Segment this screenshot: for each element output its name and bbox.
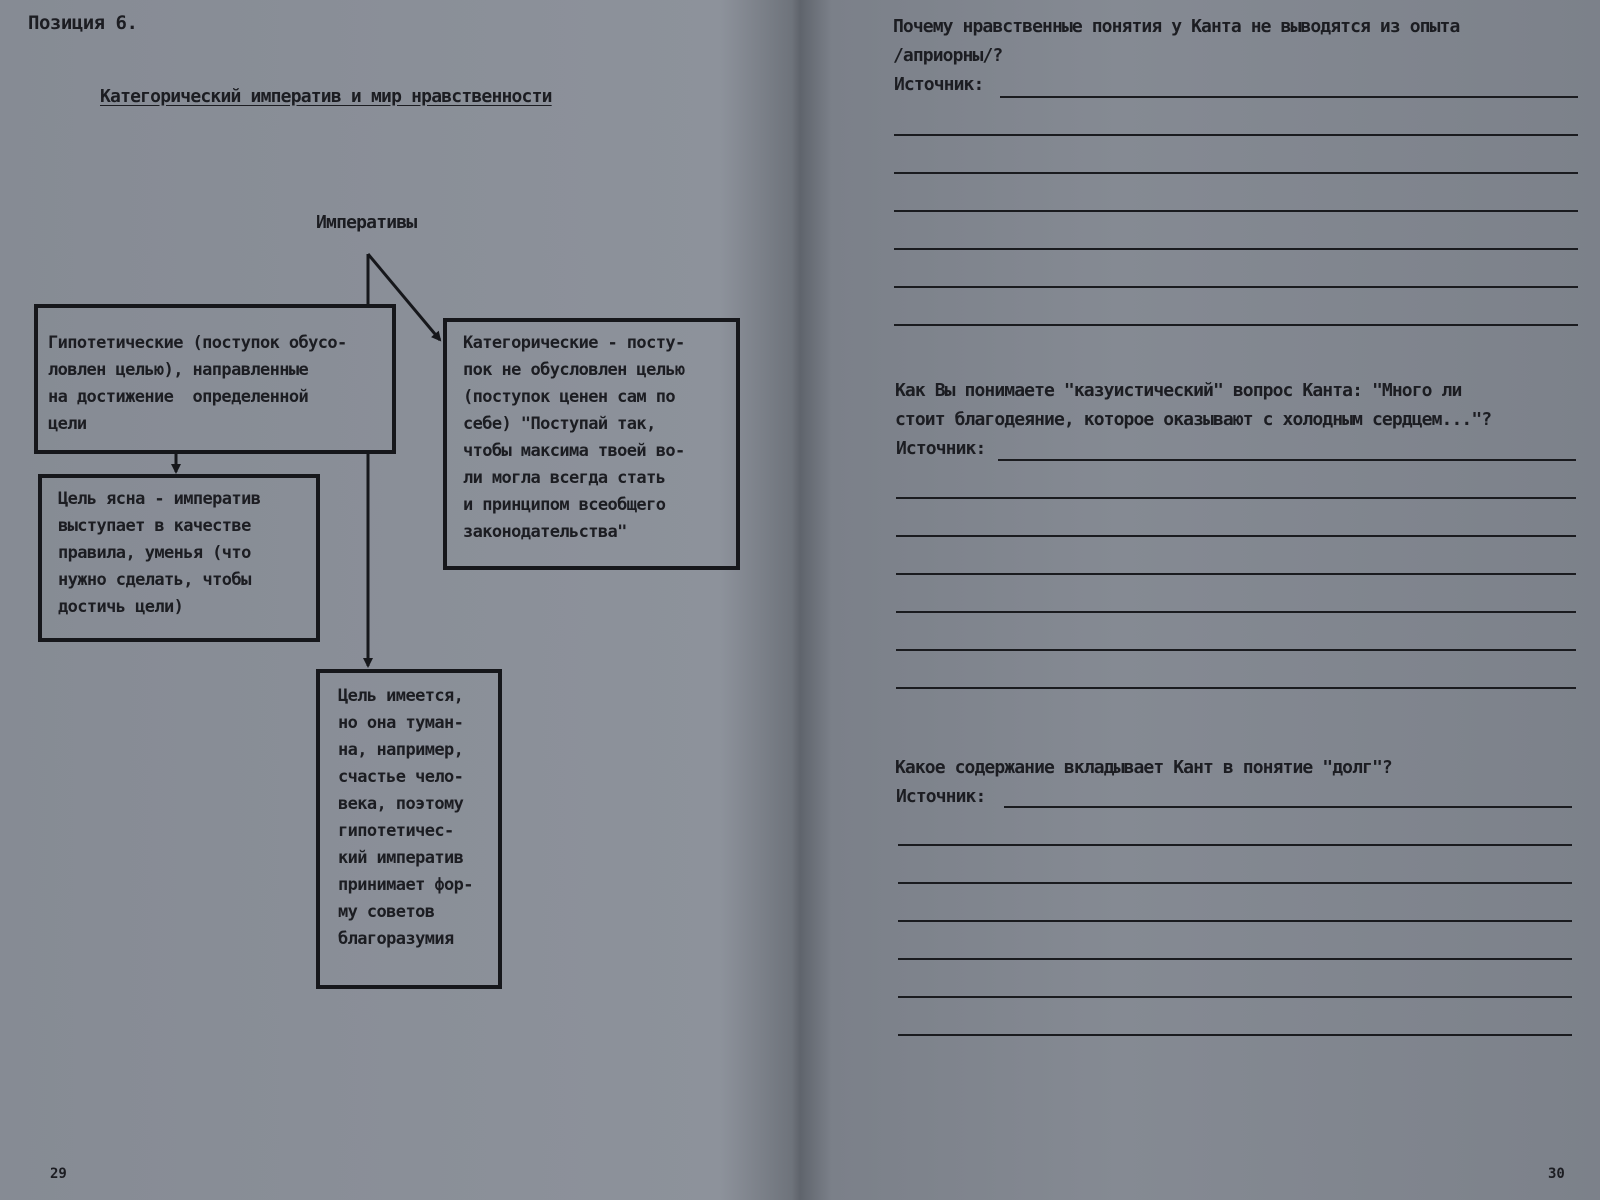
- answer-line[interactable]: [896, 687, 1576, 689]
- answer-line[interactable]: [898, 920, 1572, 922]
- answer-line[interactable]: [898, 882, 1572, 884]
- question-2: Как Вы понимаете "казуистический" вопрос Канта: "Много ли стоит благодеяние, которое оказывают с холодным сердцем..."?: [895, 380, 1492, 430]
- answer-line[interactable]: [898, 844, 1572, 846]
- page-number-left: 29: [50, 1166, 67, 1182]
- clear-goal-box: Цель ясна - императив выступает в качестве правила, уменья (что нужно сделать, чтобы достичь цели): [38, 474, 320, 642]
- answer-line[interactable]: [898, 996, 1572, 998]
- answer-line[interactable]: [1004, 806, 1572, 808]
- answer-line[interactable]: [894, 210, 1578, 212]
- answer-line[interactable]: [894, 324, 1578, 326]
- answer-line[interactable]: [896, 573, 1576, 575]
- question-3: Какое содержание вкладывает Кант в понятие "долг"?: [895, 757, 1392, 778]
- answer-line[interactable]: [896, 649, 1576, 651]
- section-title: Категорический императив и мир нравственности: [100, 86, 552, 107]
- root-imperatives-label: Императивы: [316, 212, 417, 233]
- right-page: [808, 0, 1600, 1200]
- source-label-1: Источник:: [894, 74, 984, 95]
- answer-line[interactable]: [894, 248, 1578, 250]
- answer-line[interactable]: [894, 286, 1578, 288]
- answer-line[interactable]: [896, 535, 1576, 537]
- answer-line[interactable]: [898, 1034, 1572, 1036]
- question-1: Почему нравственные понятия у Канта не выводятся из опыта /априорны/?: [893, 16, 1460, 66]
- source-label-3: Источник:: [896, 786, 986, 807]
- position-title: Позиция 6.: [28, 12, 138, 34]
- vague-goal-box: Цель имеется, но она туман- на, например, счастье чело- века, поэтому гипотетичес- кий императив принимает фор- му советов благоразумия: [316, 669, 502, 989]
- source-label-2: Источник:: [896, 438, 986, 459]
- answer-line[interactable]: [894, 172, 1578, 174]
- answer-line[interactable]: [894, 134, 1578, 136]
- answer-line[interactable]: [896, 497, 1576, 499]
- answer-line[interactable]: [896, 611, 1576, 613]
- answer-line[interactable]: [1000, 96, 1578, 98]
- hypothetical-box: Гипотетические (поступок обусо- ловлен целью), направленные на достижение определенной цели: [34, 304, 396, 454]
- answer-line[interactable]: [998, 459, 1576, 461]
- categorical-box: Категорические - посту- пок не обусловлен целью (поступок ценен сам по себе) "Поступай так, чтобы максима твоей во- ли могла всегда стать и принципом всеобщего законодательства": [443, 318, 740, 570]
- answer-line[interactable]: [898, 958, 1572, 960]
- page-number-right: 30: [1548, 1166, 1565, 1182]
